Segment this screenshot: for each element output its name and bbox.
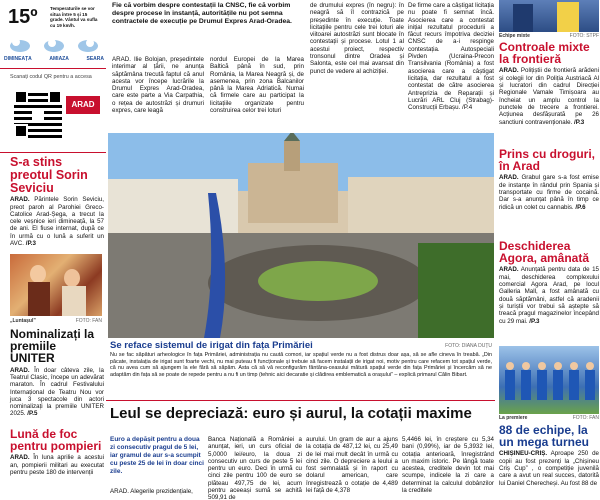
article-lead: ARAD. [10,196,30,204]
article-pompieri [10,428,104,476]
article-agora [499,240,599,325]
top-col-c: de drumului expres (în negru): în neagră să îl contrazică pe președinte în execuție. Toate licitațiile pentru cele trei loturi ale viitoarei autostrăzi sunt blocate în contestații și procese. Lotul 1 al acestui proiect, respectiv tronsonul dintre Oradea și Salonta, este cel mai avansat din punct de vedere al achiziției. [310,2,404,75]
article-tag[interactable]: /P.6 [575,203,586,211]
border-police-photo [499,0,599,32]
qr-text: Scanați codul QR pentru a accesa [10,74,92,80]
article-lead: ARAD. [499,67,519,75]
article-body: Aproape 250 de copii au fost prezenți la „Chișineu Criș Cup” , o competiție juvenilă care a avut un real succes, datorită lui Daniel Cherecheși. Au fost 88 de [499,450,599,487]
bottom-col-d: 5,4466 lei, în creștere cu 5,34 bani (0,99%), iar de 5,3932 lei, cotația anterioară, înregistrând un maxim istoric. Pe lângă toate acestea, creditele devin tot mai scumpe, indicele la zi care a determinat la calculul dobânzilor la creditele [402,436,494,495]
weather-icons [6,34,104,56]
bottom-col-c: aurului. Un gram de aur a ajuns la cotația de 487,12 lei, cu 25,49 de lei mai mult decât în urmă cu cinci zile. O depreciere a leului a fost semnalată și în raport cu dolarul american, care înregistrează o cotație de 4,489 lei față de 4,378 [306,436,398,495]
article-preot [10,156,104,247]
article-tag[interactable]: /P.3 [25,240,36,248]
theatre-caption [10,318,102,324]
article-tag[interactable]: /P.5 [27,410,38,418]
theatre-photo [10,254,102,316]
article-body: Părintele Sorin Seviciu, preot paroh al Parohiei Greco-Catolice Arad-Șega, a trecut la cele veșnice ieri dimineață, la 57 de ani. El fiuse internat, după ce în urmă cu o lună a suferit un AVC. [10,196,104,248]
middle-column [106,0,495,500]
article-lead: ARAD. [499,174,519,182]
article-title[interactable]: Lună de foc pentru pompieri [10,427,102,454]
kids-team-image [499,346,599,414]
article-body: Grabul gare s-a fost emise de instanțe în rândul prin Spania și transportate cu firme de cocaină. Dar s-a anunțat până în timp ce ridică un colet cu cannabis. [499,174,599,211]
caption-text: „Luntașul” [10,318,36,324]
weather-label-evening: SEARA [86,56,104,62]
photo2-caption-row [499,415,599,421]
qr-code[interactable] [14,90,62,138]
bottom-col-b: Banca Națională a României a anunțat, ieri, un curs oficial de 5,0000 lei/euro, la doua zi consecutiv un curs de peste 5 lei pentru un euro. Deci în urmă cu cinci zile pentru 100 de euro se plăteau 497,75 de lei, acum pentru aceeași sumă se achită 509,91 de [208,436,302,500]
arad-logo-text: ARAD [71,100,95,109]
weather-label-noon: AMIAZA [49,56,69,62]
article-body: În doar câteva zile, la Teatrul Clasic, începe un adevărat maraton. În cadrul Festivalului Internațional de Teatru Nou vor juca 3 spectacole din actori nominalizați la premiile UNITER 2025. [10,366,104,418]
weather-note: Temperaturile se vor situa între 5 și 15 grade. Vântul va sufla cu 19 km/h. [50,6,98,28]
bottom-title[interactable]: Leul se depreciază: euro și aurul, la cotații maxime [110,405,472,422]
article-title[interactable]: Nominalizați la premiile UNITER [10,327,95,366]
photo-caption: Nu se fac săpături arheologice în fața Primăriei, administrația nu caută comori, iar spațiul verde nu a fost distrus doar așa, să se afle cineva în treabă. „Din păcate, instalația de irigat sunt foarte vechi, nu mai puteau fi funcționale și trebuie să facem instalații de irigat noi, motiv pentru care refacem tot spațiul verde, că nu avea cum să ajungem la ele fără să săpăm. Asta că să vă reconfigurăm fântâna-ceasului mătură spațiul verde din fața Primăriei și încercăm să ne adaptăm din fața să se poate de repede pentru a nu fi un timp (tehnic aici decaratie și clădirea emblematică a orașului” – explică primarul Călin Bibart. [110,352,492,378]
article-title[interactable]: Controale mixte la frontieră [499,40,590,67]
article-lead: CHIȘINEU-CRIȘ. [499,450,548,458]
photo1-caption-row [499,33,599,39]
photo-credit: FOTO: FAN [572,415,599,421]
photo-credit: FOTO: DIANA DUȚU [445,343,492,349]
left-column [0,0,106,500]
weather-labels [4,56,104,62]
top-col-a: ARAD. Ilie Bolojan, președintele interimar al țării, ne anunța săptămâna trecută faptul că anul acesta vor începe lucrările la Drumul Expres Arad-Oradea, care este parte a Via Carpathia, o rețea de autostrăzi și drumuri expres, care leagă [112,56,204,115]
article-droguri [499,148,599,211]
photo-credit: FOTO: STPF [569,33,599,39]
teams-photo [499,346,599,414]
top-lead: Fie că vorbim despre contestații la CNSC, fie că vorbim despre procese în instanță, autoritățile nu pot semna contractele de execuție pe Drumul Expres Arad-Oradea. [112,2,292,26]
article-tag[interactable]: /P.3 [574,118,585,126]
city-hall-photo [108,133,494,338]
article-tag[interactable]: /P.3 [529,317,540,325]
square-image [108,133,494,338]
article-title[interactable]: 88 de echipe, la un mega turneu [499,423,590,450]
top-col-d: De firme care a câștigat licitația nu poate fi semnat încă. Asocierea care a contestat inițial rezultatul procedurii a făcut recurs împotriva deciziei CNSC de a-i respinge contestația. Autospeciali Pivden (Ucraina-Precon Transilvania (România) a fost asocierea care a câștigat licitația, dar rezultatul a fost contestat de către asocierea Antreprizia de Reparații și Lucrări ARL Cluj (Strabag)-Construcții Erbașu. /P.4 [408,2,494,112]
weather-temp: 15º [8,6,38,28]
right-column [495,0,600,500]
qr-box [0,72,106,148]
article-lead: ARAD. [10,366,30,374]
article-uniter [10,328,104,418]
bottom-col-a: ARAD. Alegerile prezidențiale, [110,488,193,495]
caption-text: Echipe mixte [499,33,530,39]
actors-image [10,254,102,316]
article-title[interactable]: Deschiderea Agora, amânată [499,239,590,266]
weather-label-morning: DIMINEAȚA [4,56,32,62]
article-turneu [499,424,599,487]
photo-title[interactable]: Se reface sistemul de irigat din fața Primăriei [110,340,313,351]
officers-image [499,0,599,32]
article-body: Polițiștii de frontieră arădeni și colegii lor din Poliția Austriacă Al și lucratori din cadrul Direcției Regionale Vamale Timișoara au încheiat un amplu control la punctele de trecere a frontierei. Acțiunea desfășurată pe 26 sanctiuni contravenționale. [499,67,599,126]
photo-credit: FOTO: FAN [75,318,102,324]
article-title[interactable]: S-a stins preotul Sorin Seviciu [10,155,88,195]
article-lead: ARAD. [499,266,519,274]
weather-box [0,0,106,64]
article-lead: ARAD. [10,454,30,462]
article-body: Anunțată pentru data de 15 mai, deschiderea complexului comercial Agora Arad, pe locul Galleria Mall, a fost amânată cu două săptămâni, astfel că aradenii și turiștii vor trebui să aștepte să treacă pragul magazinelor începând cu 29 mai. [499,266,599,325]
arad-logo [66,96,100,114]
bottom-lead: Euro a depășit pentru a doua zi consecutiv pragul de 5 lei, iar gramul de aur s-a scumpit cu peste 25 de lei în doar cinci zile. [110,436,204,475]
article-title[interactable]: Prins cu droguri, în Arad [499,147,596,174]
article-controale [499,41,599,137]
cloud-icon [6,34,104,56]
article-body: În luna aprilie a acestui an, pompierii militari au executat pentru peste 180 de intervenții [10,454,104,477]
caption-text: La premiere [499,415,528,421]
top-col-b: nordul Europei de la Marea Baltică până în sud, prin România, la Marea Neagră și, de asemenea, prin zona Balcanilor până la Marea Adriatică. Numai că firmele care au participat la licitațiile organizate pentru construirea celor trei loturi [210,56,304,115]
